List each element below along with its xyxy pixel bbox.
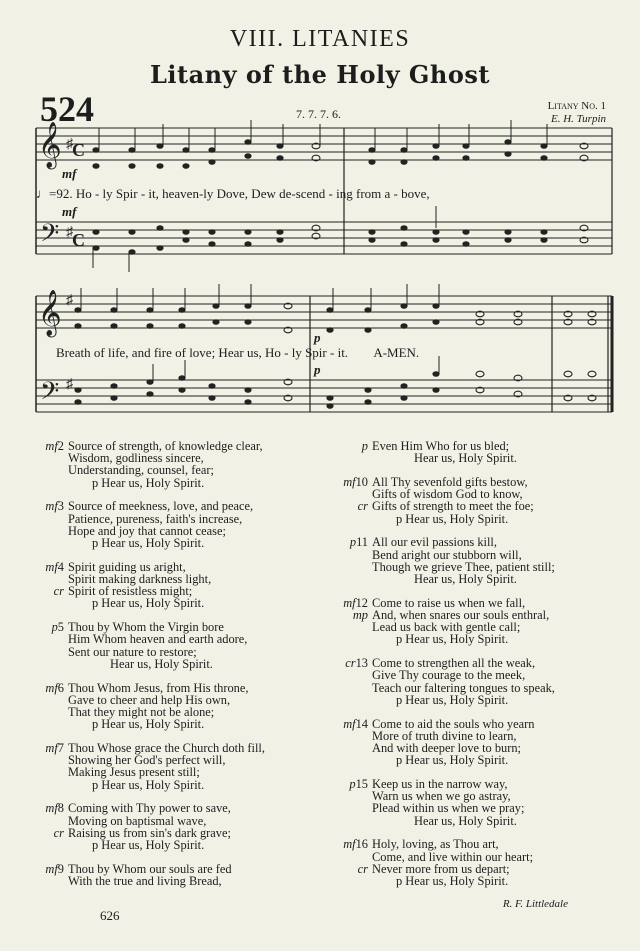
hymn-title: Litany of the Holy Ghost bbox=[150, 60, 490, 89]
dynamic-mark-line2-bass: p bbox=[314, 362, 321, 377]
stanza-line: Gave to cheer and help His own, bbox=[68, 692, 231, 707]
dynamic-mark: mf bbox=[343, 837, 356, 852]
stanza-number: 12 bbox=[355, 595, 368, 610]
stanza bbox=[22, 621, 327, 670]
tune-name: Litany No. 1 bbox=[547, 100, 606, 112]
refrain-text: Hear us, Holy Spirit. bbox=[101, 777, 205, 792]
stanza-line: Lead us back with gentle call; bbox=[372, 620, 521, 635]
dynamic-mark: mf bbox=[45, 439, 58, 453]
refrain-line bbox=[326, 694, 626, 706]
stanza-mark bbox=[326, 718, 372, 730]
line-text: Come to aid the souls who yearn bbox=[372, 716, 535, 731]
key-signature: ♯ bbox=[66, 293, 73, 308]
stanza bbox=[326, 838, 626, 887]
dynamic-mark-top: mf bbox=[62, 166, 77, 181]
refrain-line bbox=[22, 718, 327, 730]
refrain-text: Hear us, Holy Spirit. bbox=[101, 717, 205, 732]
author: R. F. Littledale bbox=[502, 898, 568, 910]
stanza bbox=[326, 718, 626, 767]
stanza-line: Understanding, counsel, fear; bbox=[68, 463, 214, 478]
stanza-mark bbox=[22, 561, 68, 573]
stanza-number: 15 bbox=[355, 777, 368, 792]
stanza-line: Him Whom heaven and earth adore, bbox=[68, 632, 248, 647]
dynamic-mark: p bbox=[92, 596, 102, 611]
meter: 7. 7. 7. 6. bbox=[296, 107, 341, 121]
line-text: And, when snares our souls enthral, bbox=[372, 608, 550, 623]
line-text: Gifts of strength to meet the foe; bbox=[372, 499, 534, 514]
stanza-number: 2 bbox=[57, 439, 64, 453]
refrain-line bbox=[326, 573, 626, 585]
stanza-line: Though we grieve Thee, patient still; bbox=[372, 559, 555, 574]
line-text: Holy, loving, as Thou art, bbox=[372, 837, 499, 852]
line-text: Thou Whose grace the Church doth fill, bbox=[68, 741, 265, 756]
refrain-text: Hear us, Holy Spirit. bbox=[414, 813, 517, 828]
line-text: Thou by Whom the Virgin bore bbox=[68, 620, 224, 635]
stanza bbox=[326, 536, 626, 585]
refrain-line bbox=[22, 537, 327, 549]
refrain-line bbox=[22, 779, 327, 791]
dynamic-mark: mf bbox=[45, 861, 58, 876]
stanza-line: Spirit making darkness light, bbox=[68, 572, 212, 587]
bass-clef: 𝄢 bbox=[40, 377, 60, 412]
bass-clef: 𝄢 bbox=[40, 219, 60, 254]
dynamic-mark: mf bbox=[343, 475, 356, 489]
line-text: Keep us in the narrow way, bbox=[372, 777, 508, 792]
dynamic-mark: p bbox=[92, 475, 102, 490]
refrain-text: Hear us, Holy Spirit. bbox=[101, 536, 205, 551]
notes bbox=[74, 371, 439, 409]
dynamic-mark: mp bbox=[352, 608, 368, 623]
stanza bbox=[326, 440, 626, 464]
stanza-line: And with deeper love to burn; bbox=[372, 741, 521, 756]
stanza-number: 10 bbox=[355, 475, 368, 489]
dynamic-mark-bass: mf bbox=[62, 204, 77, 219]
time-signature: C bbox=[72, 140, 85, 160]
stanza-line: Warn us when we go astray, bbox=[372, 789, 511, 804]
refrain-text: Hear us, Holy Spirit. bbox=[405, 692, 509, 707]
section-title: VIII. LITANIES bbox=[229, 26, 411, 52]
stanza bbox=[22, 863, 327, 887]
page-number: 626 bbox=[100, 908, 120, 923]
stanza-mark bbox=[326, 838, 372, 850]
stanza-mark bbox=[22, 802, 68, 814]
stanza bbox=[22, 500, 327, 549]
stanza-number: 3 bbox=[57, 499, 64, 514]
dynamic-mark: p bbox=[396, 632, 406, 647]
stanza-number: 8 bbox=[57, 801, 64, 816]
refrain-line bbox=[326, 513, 626, 525]
refrain-text: Hear us, Holy Spirit. bbox=[101, 475, 205, 490]
stanza-mark bbox=[22, 863, 68, 875]
stanza bbox=[326, 778, 626, 827]
stanza-mark bbox=[326, 476, 372, 488]
refrain-text: Hear us, Holy Spirit. bbox=[101, 838, 205, 853]
stanza-line: Moving on baptismal wave, bbox=[68, 813, 207, 828]
dynamic-mark: cr bbox=[357, 499, 368, 514]
refrain-text: Hear us, Holy Spirit. bbox=[405, 753, 509, 768]
dynamic-mark: p bbox=[396, 874, 406, 889]
stanza-mark bbox=[326, 500, 372, 512]
stanza-line: Wisdom, godliness sincere, bbox=[68, 451, 204, 466]
key-signature: ♯ bbox=[66, 137, 73, 152]
line-text: Come to strengthen all the weak, bbox=[372, 656, 536, 671]
stanza-line: Making Jesus present still; bbox=[68, 765, 200, 780]
dynamic-mark: p bbox=[349, 777, 356, 792]
refrain-text: Hear us, Holy Spirit. bbox=[110, 656, 213, 671]
stanza bbox=[22, 742, 327, 791]
refrain-line bbox=[326, 633, 626, 645]
dynamic-mark: p bbox=[396, 511, 406, 526]
dynamic-mark: mf bbox=[45, 680, 58, 695]
stanza-number: 13 bbox=[355, 656, 368, 671]
line-text: Even Him Who for us bled; bbox=[372, 439, 510, 453]
line-text: Source of meekness, love, and peace, bbox=[68, 499, 254, 514]
time-signature: C bbox=[72, 230, 85, 250]
stanza-line: Bend aright our stubborn will, bbox=[372, 547, 522, 562]
stanza-line: That they might not be alone; bbox=[68, 705, 215, 720]
refrain-text: Hear us, Holy Spirit. bbox=[405, 511, 509, 526]
stanza-line: Patience, pureness, faith's increase, bbox=[68, 511, 243, 526]
staff-line bbox=[36, 380, 612, 412]
stanza-line bbox=[22, 500, 327, 512]
dynamic-mark: cr bbox=[345, 656, 356, 671]
stanza-line bbox=[326, 718, 626, 730]
stanza-line bbox=[326, 536, 626, 548]
lyrics-line-2 bbox=[56, 345, 419, 361]
dynamic-mark: p bbox=[396, 692, 406, 707]
refrain-line bbox=[22, 658, 327, 670]
dynamic-mark: cr bbox=[357, 861, 368, 876]
key-signature: ♯ bbox=[66, 225, 73, 240]
stanza-line: Showing her God's perfect will, bbox=[68, 753, 226, 768]
line-text: Source of strength, of knowledge clear, bbox=[68, 439, 263, 453]
composer: E. H. Turpin bbox=[550, 113, 606, 125]
stanza-mark bbox=[326, 440, 372, 452]
stanza-number: 11 bbox=[356, 535, 368, 550]
dynamic-mark: mf bbox=[45, 801, 58, 816]
dynamic-mark: mf bbox=[45, 741, 58, 756]
stanza-mark bbox=[326, 609, 372, 621]
stanza-mark bbox=[22, 827, 68, 839]
stanza-line: With the true and living Bread, bbox=[68, 874, 222, 889]
stanza-mark bbox=[22, 621, 68, 633]
refrain-text: Hear us, Holy Spirit. bbox=[101, 596, 205, 611]
stanza bbox=[326, 476, 626, 525]
stanzas-right-column bbox=[326, 440, 626, 899]
stanza-number: 7 bbox=[57, 741, 64, 756]
stanza-line: Come, and live within our heart; bbox=[372, 849, 534, 864]
refrain-text: Hear us, Holy Spirit. bbox=[414, 451, 517, 466]
dynamic-mark: mf bbox=[343, 595, 356, 610]
refrain-line bbox=[22, 597, 327, 609]
dynamic-mark: mf bbox=[45, 499, 58, 514]
stanza-mark bbox=[326, 863, 372, 875]
stanza-line: Sent our nature to restore; bbox=[68, 644, 197, 659]
dynamic-mark: cr bbox=[53, 584, 64, 599]
lyrics-line-1 bbox=[36, 186, 430, 202]
stanza bbox=[22, 682, 327, 731]
stanza-number: 5 bbox=[57, 620, 64, 635]
stanza-mark bbox=[326, 536, 372, 548]
stanzas-left-column bbox=[22, 440, 327, 899]
line-text: Come to raise us when we fall, bbox=[372, 595, 526, 610]
dynamic-mark: cr bbox=[53, 825, 64, 840]
amen: A-MEN. bbox=[373, 345, 420, 360]
stanza-line: Plead within us when we pray; bbox=[372, 801, 525, 816]
stanza-line: Teach our faltering tongues to speak, bbox=[372, 680, 555, 695]
key-signature: ♯ bbox=[66, 377, 73, 392]
stanza bbox=[326, 597, 626, 646]
treble-clef: 𝄞 bbox=[38, 290, 62, 336]
stanza-mark bbox=[22, 440, 68, 452]
tempo-mark: ♩=92. bbox=[36, 186, 73, 201]
refrain-text: Hear us, Holy Spirit. bbox=[405, 632, 509, 647]
staff-line bbox=[36, 296, 612, 328]
stanza bbox=[326, 657, 626, 706]
line-text: Coming with Thy power to save, bbox=[68, 801, 231, 816]
stanza-mark bbox=[22, 585, 68, 597]
line-text: Never more from us depart; bbox=[372, 861, 510, 876]
staff-line bbox=[36, 128, 612, 160]
line-text: Spirit of resistless might; bbox=[68, 584, 193, 599]
line-text: All our evil passions kill, bbox=[372, 535, 497, 550]
dynamic-mark-line2: p bbox=[314, 330, 321, 345]
stanza-mark bbox=[22, 742, 68, 754]
stanza-number: 6 bbox=[57, 680, 64, 695]
hymn-number: 524 bbox=[40, 89, 94, 129]
dynamic-mark: p bbox=[396, 753, 406, 768]
dynamic-mark: mf bbox=[45, 559, 58, 574]
stanza-number: 4 bbox=[57, 559, 64, 574]
stanza-number: 14 bbox=[355, 716, 368, 731]
refrain-text: Hear us, Holy Spirit. bbox=[414, 572, 517, 587]
dynamic-mark: p bbox=[92, 838, 102, 853]
stanza-line bbox=[326, 838, 626, 850]
stanza-mark bbox=[326, 778, 372, 790]
stanza-mark bbox=[326, 657, 372, 669]
refrain-line bbox=[22, 477, 327, 489]
line-text: Spirit guiding us aright, bbox=[68, 559, 186, 574]
stanza bbox=[22, 802, 327, 851]
lyrics-text: Breath of life, and fire of love; Hear us, Ho - ly Spir - it. bbox=[56, 345, 349, 360]
staff-line bbox=[36, 222, 612, 254]
dynamic-mark: p bbox=[361, 439, 368, 453]
stanza-number: 9 bbox=[57, 861, 64, 876]
dynamic-mark: p bbox=[92, 717, 102, 732]
refrain-line bbox=[326, 754, 626, 766]
stanza bbox=[22, 440, 327, 489]
line-text: Thou by Whom our souls are fed bbox=[68, 861, 232, 876]
stanza-mark bbox=[22, 682, 68, 694]
dynamic-mark: mf bbox=[343, 716, 356, 731]
stanza bbox=[22, 561, 327, 610]
dynamic-mark: p bbox=[92, 777, 102, 792]
staff-lines bbox=[36, 128, 612, 412]
refrain-line bbox=[326, 815, 626, 827]
refrain-line bbox=[326, 452, 626, 464]
lyrics-text: Ho - ly Spir - it, heaven-ly Dove, Dew de-scend - ing from a - bove, bbox=[75, 186, 430, 201]
line-text: Raising us from sin's dark grave; bbox=[68, 825, 231, 840]
stanza-line: Hope and joy that cannot cease; bbox=[68, 523, 226, 538]
treble-clef: 𝄞 bbox=[38, 122, 62, 168]
line-text: All Thy sevenfold gifts bestow, bbox=[372, 475, 528, 489]
stanza-number: 16 bbox=[355, 837, 368, 852]
dynamic-mark: p bbox=[349, 535, 357, 550]
dynamic-mark: p bbox=[92, 536, 102, 551]
refrain-text: Hear us, Holy Spirit. bbox=[405, 874, 509, 889]
stanza-line bbox=[22, 802, 327, 814]
refrain-line bbox=[326, 875, 626, 887]
stanza-line bbox=[22, 682, 327, 694]
dynamic-mark: p bbox=[51, 620, 58, 635]
line-text: Thou Whom Jesus, from His throne, bbox=[68, 680, 249, 695]
stanza-line: Give Thy courage to the meek, bbox=[372, 668, 526, 683]
refrain-line bbox=[22, 839, 327, 851]
stanza-mark bbox=[22, 500, 68, 512]
stanza-line: More of truth divine to learn, bbox=[372, 728, 517, 743]
stanza-line: Gifts of wisdom God to know, bbox=[372, 487, 523, 502]
